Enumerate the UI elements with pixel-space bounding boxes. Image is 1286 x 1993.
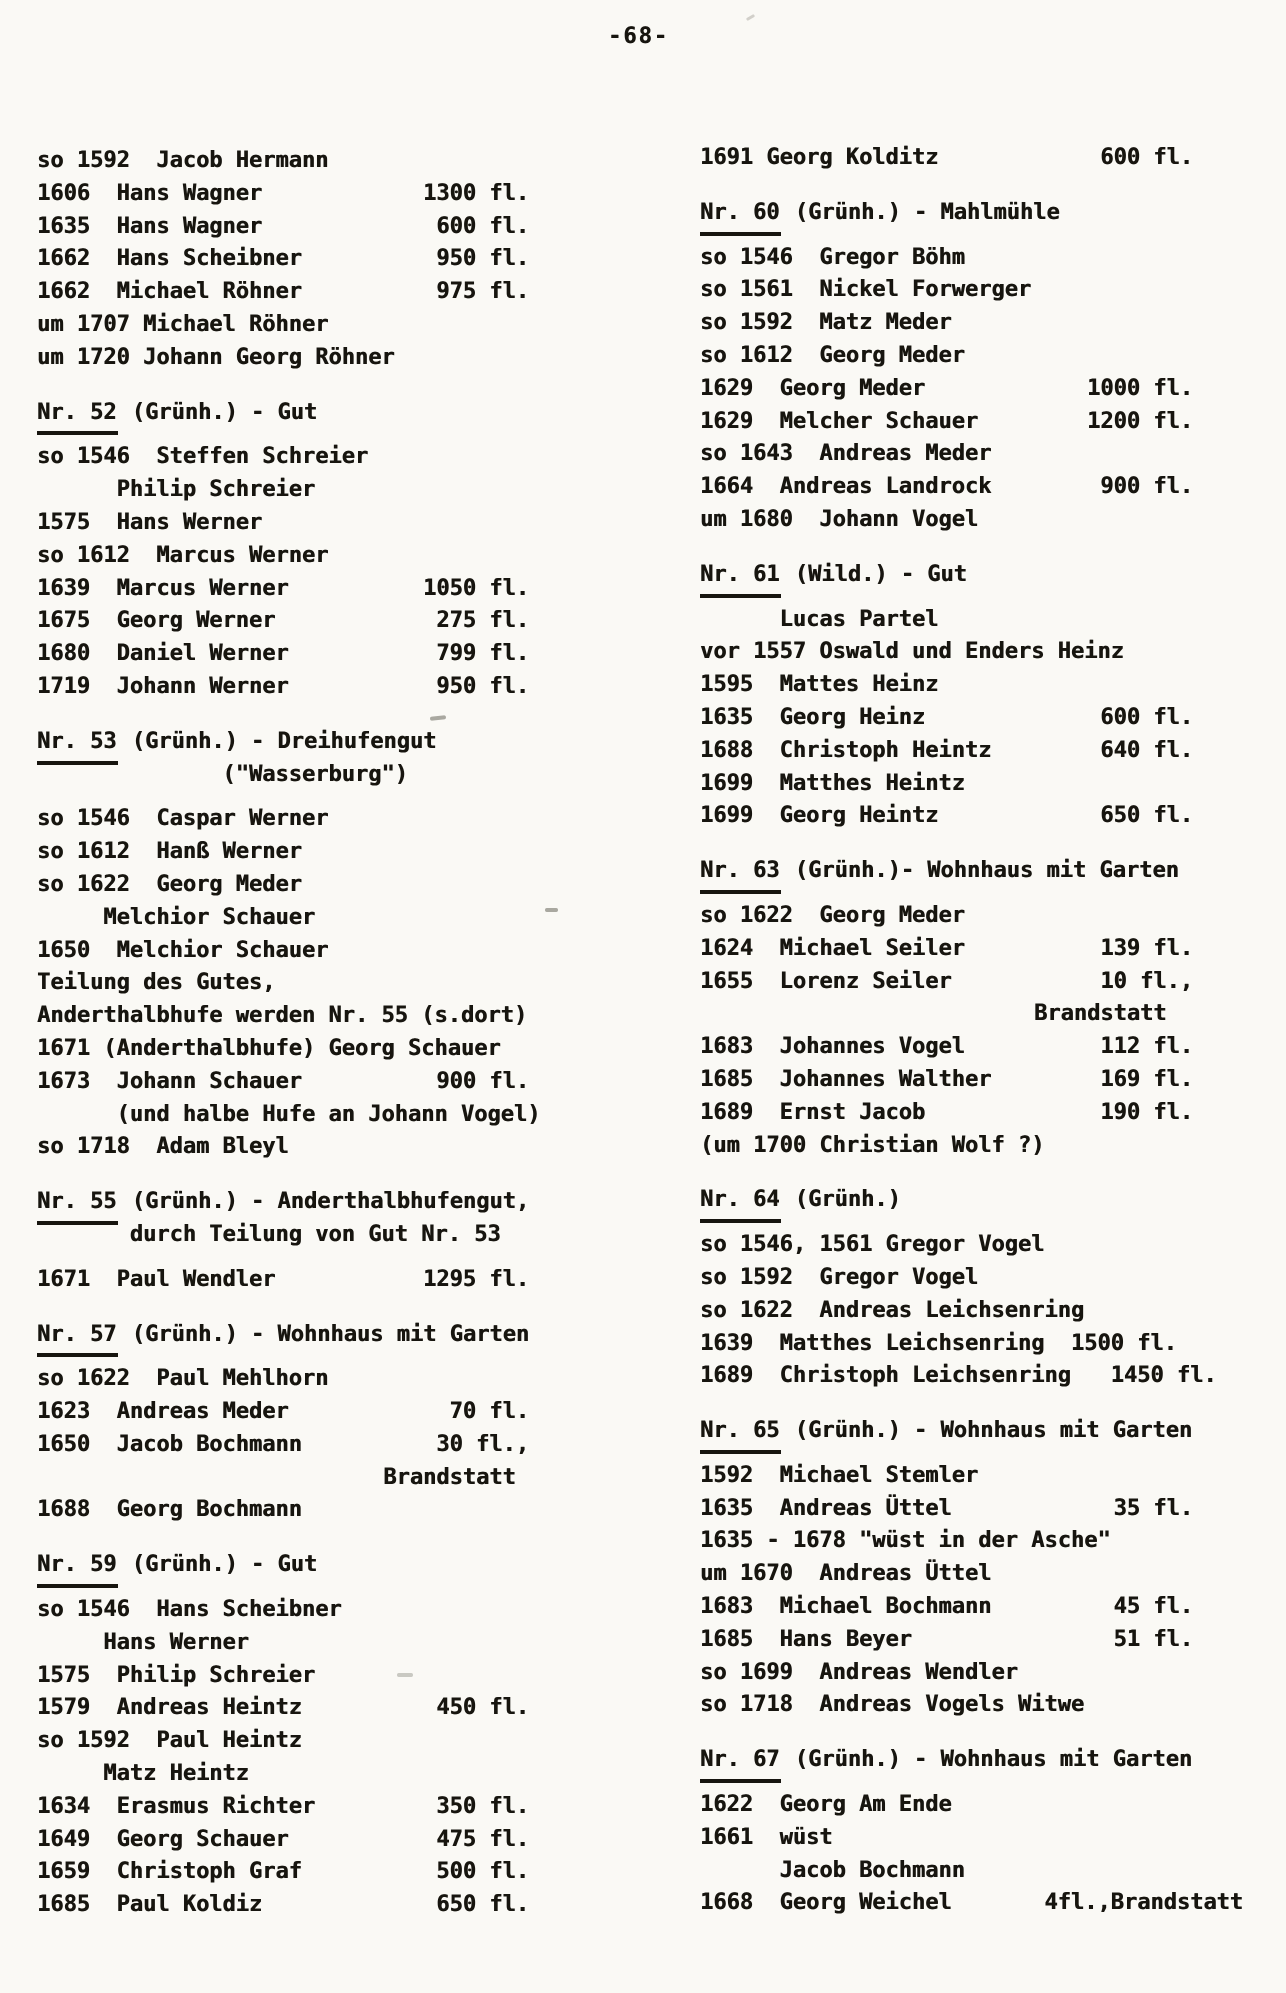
section-block [700, 142, 1200, 175]
section-number: Nr. 57 [37, 1319, 118, 1358]
section-title: (Grünh.) - Wohnhaus mit Garten [118, 1321, 530, 1347]
row-text: 1683 Michael Bochmann [700, 1594, 992, 1620]
row-text: 1699 Georg Heintz [700, 803, 939, 829]
row-text: 1699 Matthes Heintz [700, 770, 965, 796]
record-row [37, 1099, 541, 1132]
record-row [37, 243, 537, 276]
row-text: 1635 Andreas Üttel [700, 1495, 952, 1521]
row-text: (um 1700 Christian Wolf ?) [700, 1132, 1045, 1158]
row-text: 1634 Erasmus Richter [37, 1793, 316, 1819]
row-text: Hans Werner [37, 1629, 249, 1655]
section-header [700, 1184, 1200, 1217]
record-row [37, 1494, 537, 1527]
record-row [37, 1033, 537, 1066]
row-amount: 600 fl. [1100, 704, 1193, 730]
row-text: so 1622 Paul Mehlhorn [37, 1366, 329, 1392]
record-row [700, 1689, 1200, 1722]
row-text: 1668 Georg Weichel 4fl.,Brandstatt [700, 1890, 1244, 1916]
row-text: 1671 (Anderthalbhufe) Georg Schauer [37, 1035, 501, 1061]
record-row [700, 702, 1200, 735]
row-text: 1661 wüst [700, 1824, 833, 1850]
row-text: 1688 Georg Bochmann [37, 1497, 302, 1523]
record-row [700, 406, 1200, 439]
record-row [37, 1363, 537, 1396]
row-text: 1683 Johannes Vogel [700, 1034, 965, 1060]
row-amount: 190 fl. [1100, 1099, 1193, 1125]
record-row [700, 1887, 1244, 1920]
section-subtitle: durch Teilung von Gut Nr. 53 [37, 1221, 501, 1247]
row-amount: 350 fl. [436, 1793, 529, 1819]
row-amount: 45 fl. [1113, 1594, 1193, 1620]
record-row [700, 307, 1200, 340]
record-row [37, 309, 537, 342]
section-block [700, 1415, 1200, 1722]
row-text: 1662 Hans Scheibner [37, 246, 302, 272]
row-text: 1662 Michael Röhner [37, 279, 302, 305]
section-header-line [37, 1319, 537, 1352]
section-title: (Grünh.) - Dreihufengut [118, 728, 437, 754]
row-amount: 30 fl., [436, 1431, 529, 1457]
row-amount: 900 fl. [1100, 474, 1193, 500]
section-header-line [700, 1744, 1200, 1777]
record-row [700, 1262, 1200, 1295]
row-amount: 1000 fl. [1087, 375, 1193, 401]
record-row [37, 605, 537, 638]
row-text: so 1622 Georg Meder [700, 902, 965, 928]
row-text: 1685 Paul Koldiz [37, 1892, 263, 1918]
row-text: 1624 Michael Seiler [700, 935, 965, 961]
record-row [37, 638, 537, 671]
section-block [37, 1319, 537, 1528]
section-number: Nr. 61 [700, 559, 781, 598]
record-row [37, 1824, 537, 1857]
row-text: 1655 Lorenz Seiler [700, 968, 952, 994]
record-row [37, 1594, 537, 1627]
row-amount: 35 fl. [1113, 1495, 1193, 1521]
row-text: so 1612 Georg Meder [700, 342, 965, 368]
record-row [37, 507, 537, 540]
row-amount: 650 fl. [1100, 803, 1193, 829]
record-row [37, 1791, 537, 1824]
row-text: 1685 Hans Beyer [700, 1626, 912, 1652]
row-text: 1575 Hans Werner [37, 509, 263, 535]
row-text: so 1699 Andreas Wendler [700, 1659, 1018, 1685]
record-row [700, 1031, 1200, 1064]
scan-artifact [545, 908, 558, 912]
row-text: (und halbe Hufe an Johann Vogel) [37, 1101, 541, 1127]
row-text: 1671 Paul Wendler [37, 1266, 276, 1292]
row-text: Lucas Partel [700, 606, 939, 632]
record-row [700, 1789, 1200, 1822]
row-text: so 1592 Paul Heintz [37, 1728, 302, 1754]
row-amount: 475 fl. [436, 1826, 529, 1852]
record-row [700, 604, 1200, 637]
record-row [700, 504, 1200, 537]
section-block [37, 397, 537, 704]
record-row [700, 471, 1200, 504]
row-text: so 1546 Gregor Böhm [700, 244, 965, 270]
record-row [37, 836, 537, 869]
row-text: so 1561 Nickel Forwerger [700, 277, 1032, 303]
row-text: so 1592 Matz Meder [700, 310, 952, 336]
section-block [37, 145, 537, 375]
row-text: 1649 Georg Schauer [37, 1826, 289, 1852]
record-row [37, 1627, 537, 1660]
record-row [37, 803, 537, 836]
scan-artifact [397, 1673, 413, 1677]
record-row [37, 869, 537, 902]
row-text: so 1612 Marcus Werner [37, 542, 329, 568]
record-row [700, 966, 1200, 999]
section-block [700, 197, 1200, 537]
record-row [37, 211, 537, 244]
record-row [37, 540, 537, 573]
row-text: so 1592 Gregor Vogel [700, 1264, 979, 1290]
section-block [700, 855, 1200, 1162]
section-title: (Grünh.) - Mahlmühle [781, 199, 1060, 225]
record-row [700, 800, 1200, 833]
row-amount: Brandstatt [1034, 1001, 1193, 1027]
row-amount: 139 fl. [1100, 935, 1193, 961]
record-row [37, 1462, 537, 1495]
section-block [37, 1186, 537, 1296]
row-amount: 450 fl. [436, 1695, 529, 1721]
row-amount: 950 fl. [436, 673, 529, 699]
row-amount: 1050 fl. [423, 575, 529, 601]
row-text: Jacob Bochmann [700, 1857, 965, 1883]
page-number: -68- [608, 24, 669, 49]
row-amount: 10 fl., [1100, 968, 1193, 994]
row-amount: Brandstatt [383, 1464, 529, 1490]
record-row [37, 1692, 537, 1725]
row-amount: 950 fl. [436, 246, 529, 272]
record-row [37, 178, 537, 211]
section-subtitle: ("Wasserburg") [37, 761, 408, 787]
record-row [700, 768, 1200, 801]
record-row [37, 1889, 537, 1922]
record-row [700, 669, 1200, 702]
record-row [37, 1758, 537, 1791]
section-number: Nr. 52 [37, 397, 118, 436]
record-row [700, 242, 1200, 275]
record-row [37, 671, 537, 704]
section-number: Nr. 63 [700, 855, 781, 894]
row-text: 1689 Ernst Jacob [700, 1099, 926, 1125]
section-header [700, 855, 1200, 888]
section-number: Nr. 55 [37, 1186, 118, 1225]
row-text: so 1622 Georg Meder [37, 871, 302, 897]
row-text: 1685 Johannes Walther [700, 1066, 992, 1092]
record-row [700, 373, 1200, 406]
row-text: 1680 Daniel Werner [37, 641, 289, 667]
section-block [700, 559, 1200, 833]
section-header-line [37, 1186, 537, 1219]
section-number: Nr. 67 [700, 1744, 781, 1783]
row-text: 1689 Christoph Leichsenring 1450 fl. [700, 1363, 1217, 1389]
row-amount: 169 fl. [1100, 1066, 1193, 1092]
record-row [700, 900, 1200, 933]
row-text: 1675 Georg Werner [37, 608, 276, 634]
section-title: (Grünh.) - Anderthalbhufengut, [118, 1189, 530, 1215]
section-header-line [700, 1415, 1200, 1448]
record-row [37, 1429, 537, 1462]
record-row [700, 274, 1200, 307]
row-text: so 1546 Hans Scheibner [37, 1597, 342, 1623]
row-text: 1629 Melcher Schauer [700, 408, 979, 434]
row-amount: 70 fl. [449, 1399, 529, 1425]
record-row [37, 474, 537, 507]
row-amount: 51 fl. [1113, 1626, 1193, 1652]
section-header [37, 726, 537, 792]
section-number: Nr. 60 [700, 197, 781, 236]
section-number: Nr. 59 [37, 1549, 118, 1588]
row-text: um 1720 Johann Georg Röhner [37, 344, 395, 370]
section-header [700, 1415, 1200, 1448]
row-text: 1606 Hans Wagner [37, 180, 263, 206]
section-header-line [700, 1184, 1200, 1217]
row-text: 1688 Christoph Heintz [700, 737, 992, 763]
section-header [37, 1186, 537, 1252]
record-row [37, 441, 537, 474]
record-row [700, 1064, 1200, 1097]
row-text: 1673 Johann Schauer [37, 1068, 302, 1094]
section-title: (Grünh.) - Wohnhaus mit Garten [781, 1747, 1193, 1773]
row-amount: 1200 fl. [1087, 408, 1193, 434]
row-text: Teilung des Gutes, [37, 970, 276, 996]
row-amount: 650 fl. [436, 1892, 529, 1918]
row-amount: 275 fl. [436, 608, 529, 634]
row-amount: 112 fl. [1100, 1034, 1193, 1060]
column-left [37, 145, 541, 1922]
section-number: Nr. 65 [700, 1415, 781, 1454]
section-header [700, 1744, 1200, 1777]
row-text: 1575 Philip Schreier [37, 1662, 316, 1688]
row-text: 1691 Georg Kolditz [700, 145, 939, 170]
row-text: so 1643 Andreas Meder [700, 441, 992, 467]
row-text: 1635 - 1678 "wüst in der Asche" [700, 1528, 1111, 1554]
record-row [700, 1493, 1200, 1526]
row-text: 1595 Mattes Heinz [700, 672, 939, 698]
record-row [700, 438, 1200, 471]
section-block [700, 1744, 1244, 1920]
row-text: so 1718 Andreas Vogels Witwe [700, 1692, 1085, 1718]
row-text: so 1612 Hanß Werner [37, 839, 302, 865]
record-row [700, 1295, 1200, 1328]
row-text: Melchior Schauer [37, 904, 316, 930]
section-number: Nr. 64 [700, 1184, 781, 1223]
section-header-line [700, 855, 1200, 888]
row-text: 1650 Jacob Bochmann [37, 1431, 302, 1457]
record-row [37, 573, 537, 606]
row-text: 1664 Andreas Landrock [700, 474, 992, 500]
record-row [700, 1855, 1200, 1888]
record-row [37, 935, 537, 968]
row-text: so 1592 Jacob Hermann [37, 148, 329, 173]
record-row [37, 1856, 537, 1889]
column-right [700, 142, 1244, 1920]
record-row [700, 1657, 1200, 1690]
row-text: Philip Schreier [37, 477, 316, 503]
row-text: 1635 Georg Heinz [700, 704, 926, 730]
row-text: so 1718 Adam Bleyl [37, 1134, 289, 1160]
record-row [37, 1396, 537, 1429]
section-header [37, 1319, 537, 1352]
row-text: 1639 Matthes Leichsenring 1500 fl. [700, 1330, 1177, 1356]
row-text: um 1670 Andreas Üttel [700, 1561, 992, 1587]
row-amount: 900 fl. [436, 1068, 529, 1094]
record-row [700, 1097, 1200, 1130]
row-amount: 600 fl. [1100, 145, 1193, 170]
row-amount: 600 fl. [436, 213, 529, 239]
row-text: so 1622 Andreas Leichsenring [700, 1297, 1085, 1323]
section-title: (Grünh.) - Wohnhaus mit Garten [781, 1418, 1193, 1444]
record-row [700, 933, 1200, 966]
row-text: vor 1557 Oswald und Enders Heinz [700, 639, 1124, 665]
record-row [37, 276, 537, 309]
section-number: Nr. 53 [37, 726, 118, 765]
section-header [37, 1549, 537, 1582]
record-row [37, 145, 537, 178]
row-amount: 975 fl. [436, 279, 529, 305]
record-row [700, 998, 1200, 1031]
row-text: 1650 Melchior Schauer [37, 937, 329, 963]
record-row [700, 1525, 1200, 1558]
record-row [700, 1558, 1200, 1591]
record-row [700, 735, 1200, 768]
row-text: 1635 Hans Wagner [37, 213, 263, 239]
record-row [37, 1066, 537, 1099]
record-row [700, 1460, 1200, 1493]
row-text: um 1707 Michael Röhner [37, 311, 329, 337]
section-title: (Wild.) - Gut [781, 561, 967, 587]
record-row [700, 1591, 1200, 1624]
section-header-line [700, 197, 1200, 230]
row-amount: 500 fl. [436, 1859, 529, 1885]
row-text: so 1546, 1561 Gregor Vogel [700, 1232, 1045, 1258]
row-text: 1622 Georg Am Ende [700, 1792, 952, 1818]
row-text: um 1680 Johann Vogel [700, 506, 979, 532]
row-text: so 1546 Caspar Werner [37, 806, 329, 832]
section-title: (Grünh.) - Gut [118, 399, 318, 425]
section-header [700, 197, 1200, 230]
record-row [700, 1328, 1200, 1361]
section-title: (Grünh.) - Gut [118, 1552, 318, 1578]
row-text: 1659 Christoph Graf [37, 1859, 302, 1885]
row-text: 1623 Andreas Meder [37, 1399, 289, 1425]
record-row [37, 1131, 537, 1164]
row-text: 1629 Georg Meder [700, 375, 926, 401]
record-row [37, 967, 537, 1000]
record-row [700, 340, 1200, 373]
record-row [37, 1000, 537, 1033]
record-row [700, 1822, 1200, 1855]
row-text: 1579 Andreas Heintz [37, 1695, 302, 1721]
record-row [700, 636, 1200, 669]
row-text: so 1546 Steffen Schreier [37, 444, 369, 470]
record-row [700, 1624, 1200, 1657]
section-header [700, 559, 1200, 592]
record-row [700, 1360, 1217, 1393]
section-title: (Grünh.)- Wohnhaus mit Garten [781, 858, 1179, 884]
section-block [37, 1549, 537, 1922]
section-block [700, 1184, 1217, 1393]
scan-artifact [746, 14, 755, 21]
record-row [700, 1130, 1200, 1163]
row-amount: 1300 fl. [423, 180, 529, 206]
record-row [700, 142, 1200, 175]
row-text: 1719 Johann Werner [37, 673, 289, 699]
section-header-line [700, 559, 1200, 592]
section-title: (Grünh.) [781, 1187, 901, 1213]
record-row [700, 1229, 1200, 1262]
record-row [37, 1725, 537, 1758]
row-amount: 1295 fl. [423, 1266, 529, 1292]
section-header-line [37, 726, 537, 759]
section-header-line [37, 1549, 537, 1582]
row-amount: 640 fl. [1100, 737, 1193, 763]
section-header-line [37, 397, 537, 430]
section-block [37, 726, 541, 1164]
row-text: Anderthalbhufe werden Nr. 55 (s.dort) [37, 1003, 528, 1029]
record-row [37, 1264, 537, 1297]
record-row [37, 1660, 537, 1693]
record-row [37, 902, 537, 935]
row-text: Matz Heintz [37, 1761, 249, 1787]
row-amount: 799 fl. [436, 641, 529, 667]
section-header [37, 397, 537, 430]
row-text: 1639 Marcus Werner [37, 575, 289, 601]
row-text: 1592 Michael Stemler [700, 1462, 979, 1488]
record-row [37, 342, 537, 375]
